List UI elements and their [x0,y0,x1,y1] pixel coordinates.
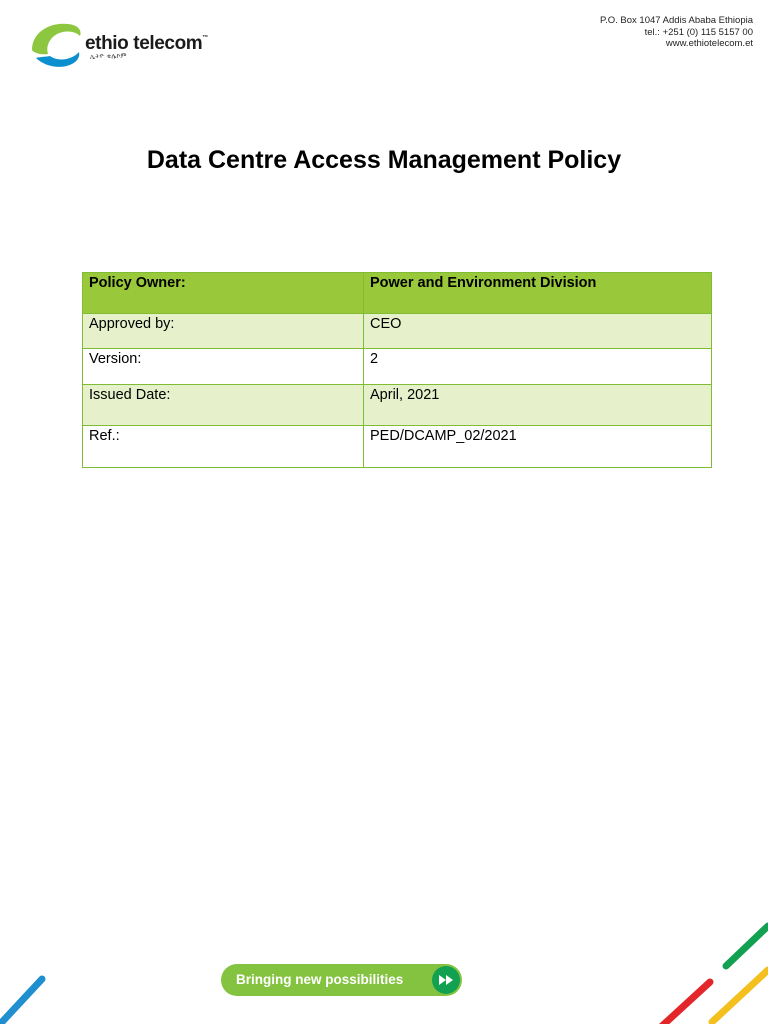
table-cell-value: April, 2021 [364,385,712,426]
table-cell-label: Policy Owner: [83,273,364,314]
green-stripe-decoration [726,926,768,966]
table-cell-label: Version: [83,349,364,385]
table-cell-value: 2 [364,349,712,385]
document-title: Data Centre Access Management Policy [146,146,622,174]
table-cell-value: PED/DCAMP_02/2021 [364,426,712,468]
contact-address: P.O. Box 1047 Addis Ababa Ethiopia [600,15,753,26]
red-stripe-decoration [662,982,710,1024]
yellow-stripe-decoration [712,970,768,1022]
tagline-text: Bringing new possibilities [236,972,404,987]
table-cell-label: Ref.: [83,426,364,468]
table-cell-label: Issued Date: [83,385,364,426]
logo-amharic-subtitle: ኢትዮ ቴሌኮም [90,53,127,60]
logo-wordmark: ethio telecom™ [85,33,208,54]
contact-phone: tel.: +251 (0) 115 5157 00 [644,26,753,38]
blue-stripe-decoration [2,979,42,1022]
table-cell-value: CEO [364,314,712,349]
contact-website: www.ethiotelecom.et [665,38,753,49]
table-cell-value: Power and Environment Division [364,273,712,314]
table-cell-label: Approved by: [83,314,364,349]
